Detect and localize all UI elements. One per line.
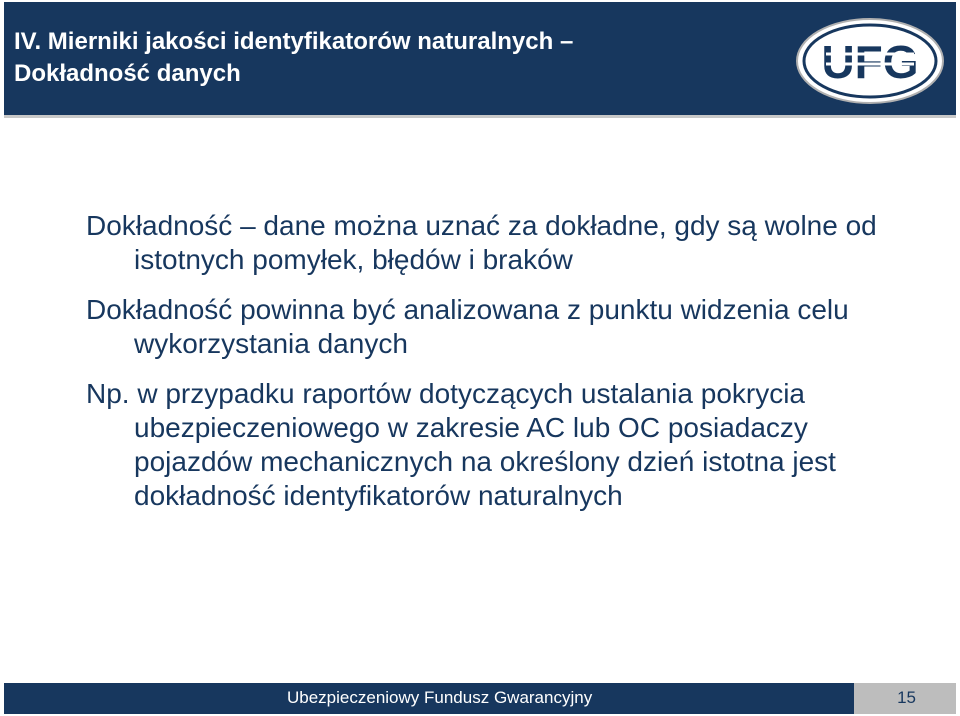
slide-title [14, 26, 734, 90]
slide-title-line-1: IV. Mierniki jakości identyfikatorów naturalnych – [14, 28, 574, 55]
header-bar [4, 2, 956, 118]
paragraph-accuracy-purpose: Dokładność powinna być analizowana z punktu widzenia celu wykorzystania danych [86, 294, 849, 359]
slide-body [86, 209, 886, 513]
paragraph-accuracy-example: Np. w przypadku raportów dotyczących ustalania pokrycia ubezpieczeniowego w zakresie AC lub OC posiadaczy pojazdów mechanicznych na określony dzień istotna jest dokładność identyfikatorów naturalnych [86, 378, 836, 511]
paragraph-accuracy-definition: Dokładność – dane można uznać za dokładne, gdy są wolne od istotnych pomyłek, błędów i braków [86, 210, 877, 275]
ufg-logo-graphic [794, 16, 946, 106]
footer-organization: Ubezpieczeniowy Fundusz Gwarancyjny [287, 688, 593, 707]
page-number: 15 [897, 688, 916, 707]
ufg-logo [794, 16, 946, 106]
page-number-box [854, 683, 956, 714]
ufg-logo-text: UFG [821, 36, 919, 88]
slide-title-line-2: Dokładność danych [14, 60, 241, 87]
footer-bar [4, 683, 956, 714]
